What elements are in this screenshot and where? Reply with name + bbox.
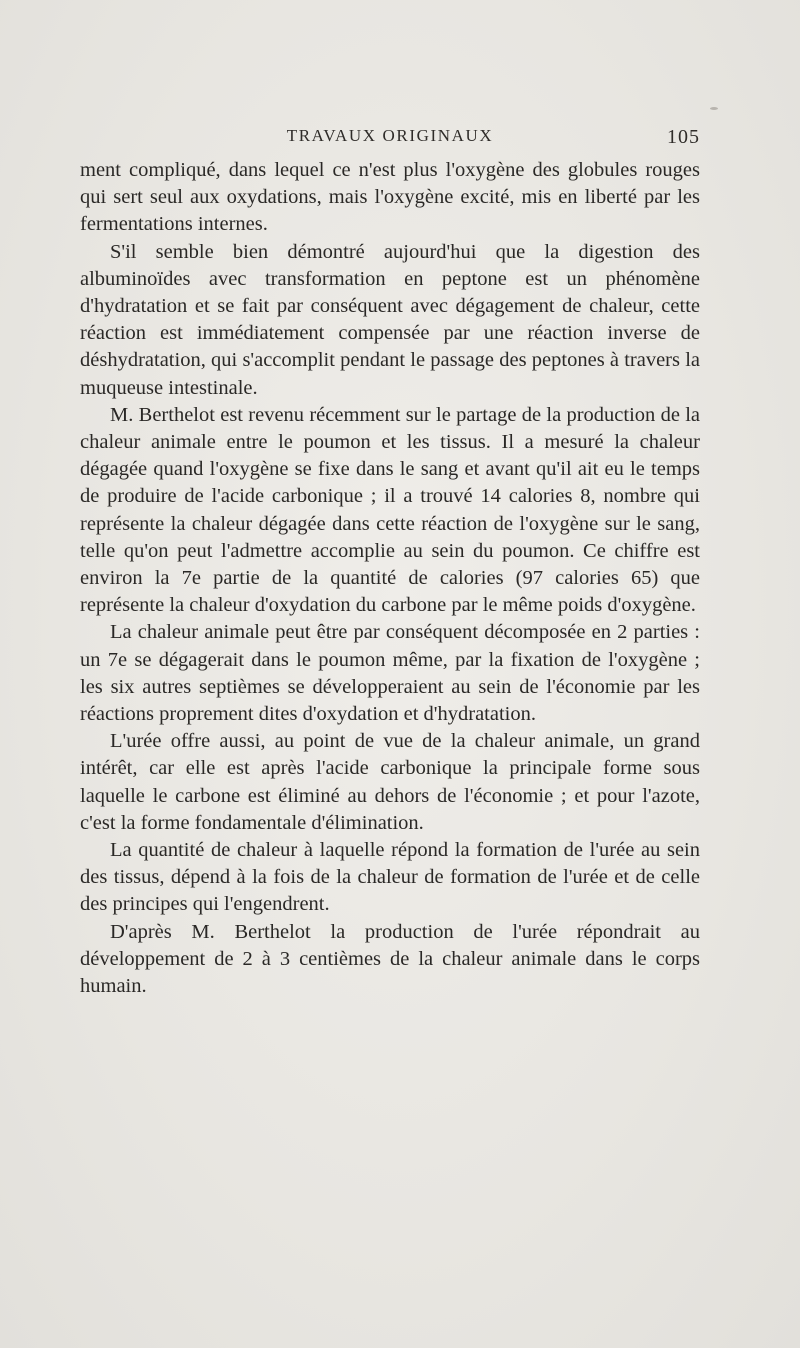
body-text [80,157,700,1000]
paragraph: La chaleur animale peut être par conséquent décomposée en 2 parties : un 7e se dégagerait dans le poumon même, par la fixation de l'oxygène ; les six autres septièmes se développeraient au sein de l'économie par les réactions proprement dites d'oxydation et d'hydratation. [80,621,700,726]
page-header [80,126,700,156]
paragraph: La quantité de chaleur à laquelle répond la formation de l'urée au sein des tissus, dépend à la fois de la chaleur de formation de l'urée et de celle des principes qui l'engendrent. [80,839,700,916]
paper-speck [710,107,718,110]
paragraph: L'urée offre aussi, au point de vue de la chaleur animale, un grand intérêt, car elle est après l'acide carbonique la principale forme sous laquelle le carbone est éliminé au dehors de l'économie ; et pour l'azote, c'est la forme fondamentale d'élimination. [80,730,700,834]
paragraph: S'il semble bien démontré aujourd'hui que la digestion des albuminoïdes avec transformation en peptone est un phénomène d'hydratation et se fait par conséquent avec dégagement de chaleur, cette réaction est immédiatement compensée par une réaction inverse de déshydratation, qui s'accomplit pendant le passage des peptones à travers la muqueuse intestinale. [80,240,700,399]
paragraph: D'après M. Berthelot la production de l'urée répondrait au développement de 2 à 3 centièmes de la chaleur animale dans le corps humain. [80,920,700,998]
paragraph: M. Berthelot est revenu récemment sur le partage de la production de la chaleur animale entre le poumon et les tissus. Il a mesuré la chaleur dégagée quand l'oxygène se fixe dans le sang et avant qu'il ait eu le temps de produire de l'acide carbonique ; il a trouvé 14 calories 8, nombre qui représente la chaleur dégagée dans cette réaction de l'oxygène sur le sang, telle qu'on peut l'admettre accomplie au sein du poumon. Ce chiffre est environ la 7e partie de la quantité de calories (97 calories 65) que représente la chaleur d'oxydation du carbone par le même poids d'oxygène. [80,403,700,617]
running-title: TRAVAUX ORIGINAUX [286,126,494,145]
paragraph: ment compliqué, dans lequel ce n'est plus l'oxygène des globules rouges qui sert seul aux oxydations, mais l'oxygène excité, mis en liberté par les fermentations internes. [80,159,700,236]
page-number: 105 [667,126,700,148]
